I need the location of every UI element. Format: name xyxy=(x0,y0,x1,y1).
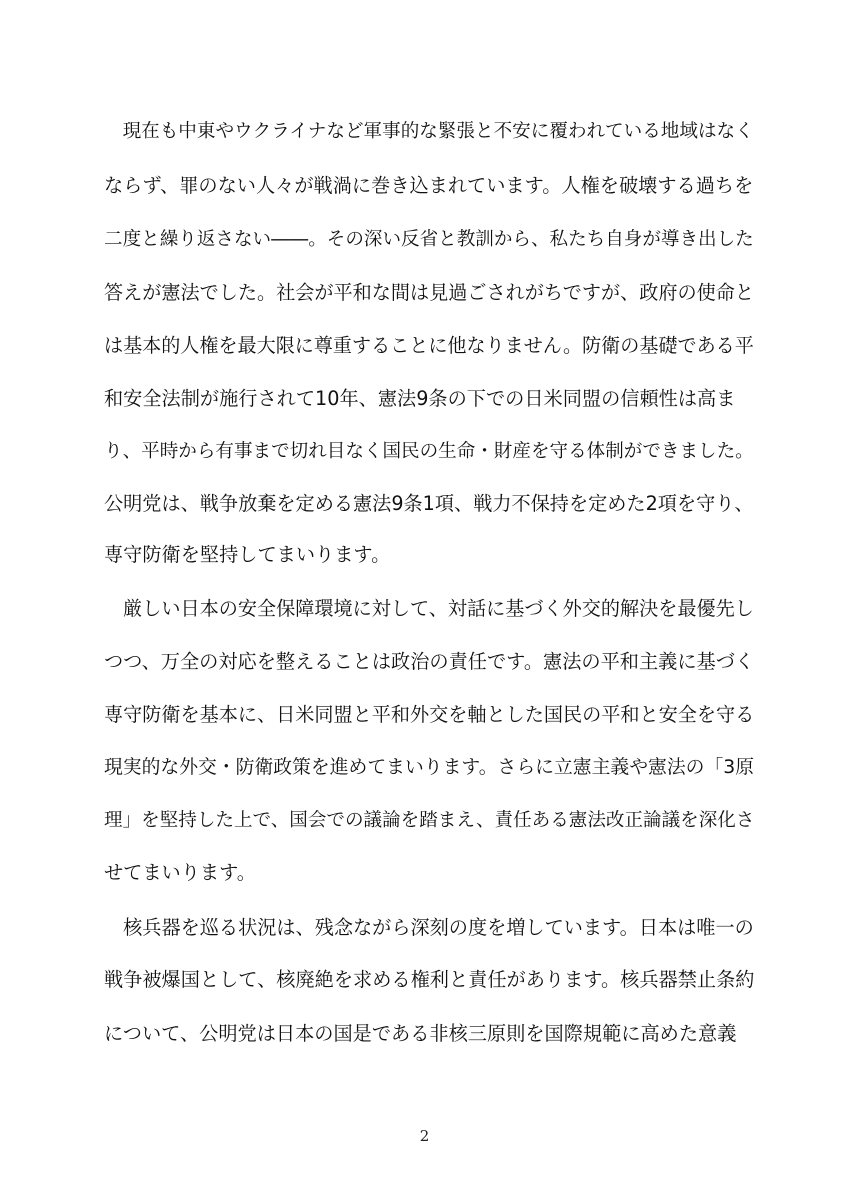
text-line: 二度と繰り返さない――。その深い反省と教訓から、私たち自身が導き出した xyxy=(104,229,754,250)
text-line: 現実的な外交・防衛政策を進めてまいります。さらに立憲主義や憲法の「3原 xyxy=(104,757,755,778)
text-line: 和安全法制が施行されて10年、憲法9条の下での日米同盟の信頼性は高ま xyxy=(104,387,736,410)
text-line: 専守防衛を基本に、日米同盟と平和外交を軸とした国民の平和と安全を守る xyxy=(104,703,755,726)
text-line: は基本的人権を最大限に尊重することに他なりません。防衛の基礎である平 xyxy=(104,335,754,357)
text-line: 理」を堅持した上で、国会での議論を踏まえ、責任ある憲法改正論議を深化さ xyxy=(104,810,755,831)
text-line: つつ、万全の対応を整えることは政治の責任です。憲法の平和主義に基づく xyxy=(104,650,755,673)
page-number: 2 xyxy=(419,1127,430,1145)
text-line: り、平時から有事まで切れ目なく国民の生命・財産を守る体制ができました。 xyxy=(104,441,754,462)
text-line: 核兵器を巡る状況は、残念ながら深刻の度を増しています。日本は唯一の xyxy=(104,916,754,939)
text-line: 答えが憲法でした。社会が平和な間は見過ごされがちですが、政府の使命と xyxy=(104,281,755,304)
text-line: ならず、罪のない人々が戦渦に巻き込まれています。人権を破壊する過ちを xyxy=(104,174,754,197)
text-line: 戦争被爆国として、核廃絶を求める権利と責任があります。核兵器禁止条約 xyxy=(104,968,755,991)
text-line: 公明党は、戦争放棄を定める憲法9条1項、戦力不保持を定めた2項を守り、 xyxy=(104,492,754,515)
text-line: 現在も中東やウクライナなど軍事的な緊張と不安に覆われている地域はなく xyxy=(104,121,754,142)
text-line: 専守防衛を堅持してまいります。 xyxy=(104,543,391,566)
text-line: について、公明党は日本の国是である非核三原則を国際規範に高めた意義 xyxy=(104,1022,737,1045)
text-line: せてまいります。 xyxy=(104,861,256,884)
text-line: 厳しい日本の安全保障環境に対して、対話に基づく外交的解決を最優先し xyxy=(104,597,754,620)
